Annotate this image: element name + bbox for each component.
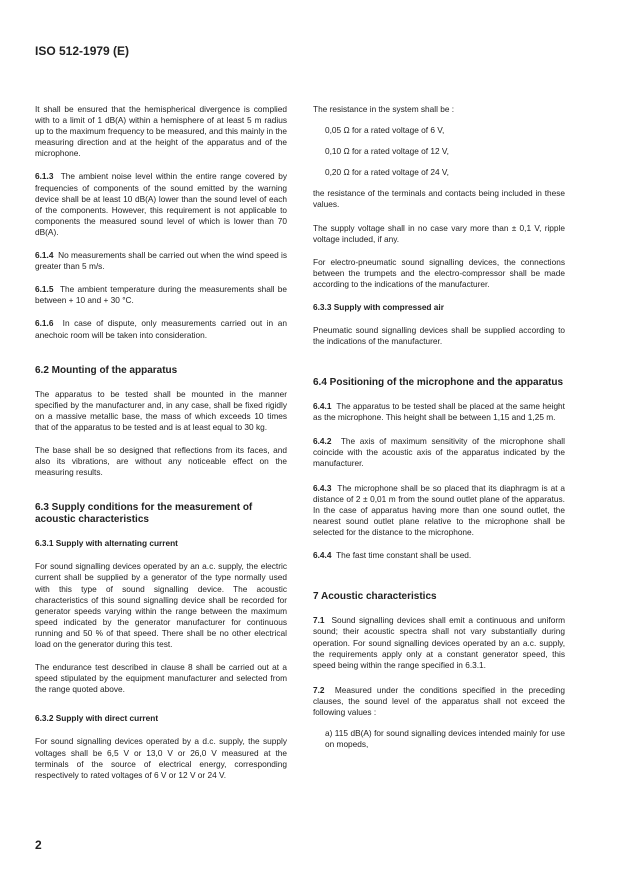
clause-6-1-4 (35, 250, 287, 272)
right-column (313, 104, 565, 750)
clause-text: The fast time constant shall be used. (336, 550, 472, 561)
page-number: 2 (35, 838, 42, 852)
clause-number: 6.4.2 (313, 435, 332, 446)
clause-number: 6.4.3 (313, 482, 332, 493)
resistance-24v: 0,20 Ω for a rated voltage of 24 V, (325, 167, 449, 178)
subsection-6-3-3-heading: 6.3.3 Supply with compressed air (313, 302, 444, 313)
resistance-note: the resistance of the terminals and contacts being included in these values. (313, 188, 565, 210)
section-6-3-heading: 6.3 Supply conditions for the measurement of acoustic characteristics (35, 502, 253, 526)
resistance-6v: 0,05 Ω for a rated voltage of 6 V, (325, 125, 445, 136)
subsection-6-3-2-heading: 6.3.2 Supply with direct current (35, 713, 159, 724)
clause-6-1-5 (35, 284, 287, 306)
clause-text: In case of dispute, only measurements carried out in an anechoic room will be taken into consideration. (35, 318, 287, 340)
clause-6-4-3 (313, 483, 565, 538)
clause-text: The microphone shall be so placed that its diaphragm is at a distance of 2 ± 0,01 m from the sound outlet plane of the apparatus. In the case of apparatus having more than one sound outlet, the nearest sound outlet plane relative to the microphone shall be selected for the distance to the microphone. (313, 482, 565, 538)
clause-number: 6.4.1 (313, 401, 332, 412)
clause-number: 6.1.5 (35, 284, 54, 295)
clause-number: 7.2 (313, 684, 325, 695)
clause-number: 6.4.4 (313, 550, 332, 561)
electro-pneumatic-note: For electro-pneumatic sound signalling devices, the connections between the trumpets and the electro-compressor shall be made according to the indications of the manufacturer. (313, 256, 565, 289)
clause-6-4-1 (313, 401, 565, 423)
clause-6-1-6 (35, 318, 287, 340)
document-header: ISO 512-1979 (E) (35, 44, 130, 58)
clause-text: Sound signalling devices shall emit a continuous and uniform sound; their acoustic spectra shall not vary substantially during operation. For sound signalling devices operated by an a.c. supply, the requirements apply only at a constant generator speed, this speed being within the range specified in 6.3.1. (313, 615, 565, 670)
clause-text: The apparatus to be tested shall be placed at the same height as the microphone. This height shall be between 1,15 and 1,25 m. (313, 401, 565, 423)
supply-voltage-note: The supply voltage shall in no case vary more than ± 0,1 V, ripple voltage included, if any. (313, 222, 565, 244)
section-6-2-heading: 6.2 Mounting of the apparatus (35, 364, 178, 376)
subsection-6-3-2-paragraph: For sound signalling devices operated by a d.c. supply, the supply voltages shall be 6,5 V or 13,0 V or 26,0 V measured at the terminals of the source of electrical energy, corresponding respectively to rated voltages of 6 V or 12 V or 24 V. (35, 736, 287, 780)
clause-text: No measurements shall be carried out when the wind speed is greater than 5 m/s. (35, 250, 287, 272)
clause-7-1 (313, 615, 565, 670)
clause-6-4-4 (313, 550, 565, 561)
section-6-2-paragraph-1: The apparatus to be tested shall be mounted in the manner specified by the manufacturer and, in any case, shall be fixed rigidly on a massive metallic base, the mass of which exceeds 10 times that of the apparatus to be tested and is at least equal to 30 kg. (35, 388, 287, 432)
clause-number: 6.1.4 (35, 250, 54, 261)
clause-number: 6.1.3 (35, 171, 54, 182)
left-column (35, 104, 287, 781)
clause-6-1-3 (35, 171, 287, 238)
resistance-intro: The resistance in the system shall be : (313, 104, 455, 114)
clause-6-4-2 (313, 436, 565, 469)
clause-number: 7.1 (313, 615, 325, 626)
intro-paragraph: It shall be ensured that the hemispherical divergence is complied with to a limit of 1 dB(A) within a hemisphere of at least 5 m radius up to the maximum frequency to be measured, and this mainly in the measuring direction and at the height of the apparatus and of the microphone. (35, 104, 287, 159)
clause-text: Measured under the conditions specified in the preceding clauses, the sound level of the apparatus shall not exceed the following values : (313, 684, 565, 717)
subsection-6-3-3-paragraph: Pneumatic sound signalling devices shall be supplied according to the indications of the manufacturer. (313, 325, 565, 347)
clause-text: The ambient temperature during the measurements shall be between + 10 and + 30 °C. (35, 284, 287, 306)
subsection-6-3-1-paragraph-1: For sound signalling devices operated by an a.c. supply, the electric current shall be supplied by a generator of the type normally used with this type of sound signalling device. The acoustic characteristics of this sound signalling device shall be recorded for generator speeds varying within the range between the maximum speed indicated by the generator manufacturer for continuous running and 50 % of that speed. There shall be no other electrical load on the generator during this test. (35, 561, 287, 649)
subsection-6-3-1-paragraph-2: The endurance test described in clause 8 shall be carried out at a speed stipulated by the equipment manufacturer and selected from the range quoted above. (35, 662, 287, 695)
list-item-a: a) 115 dB(A) for sound signalling devices intended mainly for use on mopeds, (325, 728, 565, 750)
clause-text: The ambient noise level within the entire range covered by frequencies of components of the sound emitted by the warning device shall be at least 10 dB(A) lower than the sound level of each of the components. However, this requirement is not applicable to components the measured sound level of which is lower than 70 dB(A). (35, 171, 287, 237)
clause-number: 6.1.6 (35, 318, 54, 329)
section-7-heading: 7 Acoustic characteristics (313, 591, 437, 603)
clause-text: The axis of maximum sensitivity of the microphone shall coincide with the acoustic axis of the apparatus indicated by the manufacturer. (313, 435, 565, 468)
subsection-6-3-1-heading: 6.3.1 Supply with alternating current (35, 538, 178, 549)
clause-7-2 (313, 685, 565, 718)
resistance-12v: 0,10 Ω for a rated voltage of 12 V, (325, 146, 449, 157)
section-6-4-heading: 6.4 Positioning of the microphone and the apparatus (313, 377, 564, 389)
section-6-2-paragraph-2: The base shall be so designed that reflections from its faces, and also its vibrations, are without any noticeable effect on the measuring results. (35, 444, 287, 478)
